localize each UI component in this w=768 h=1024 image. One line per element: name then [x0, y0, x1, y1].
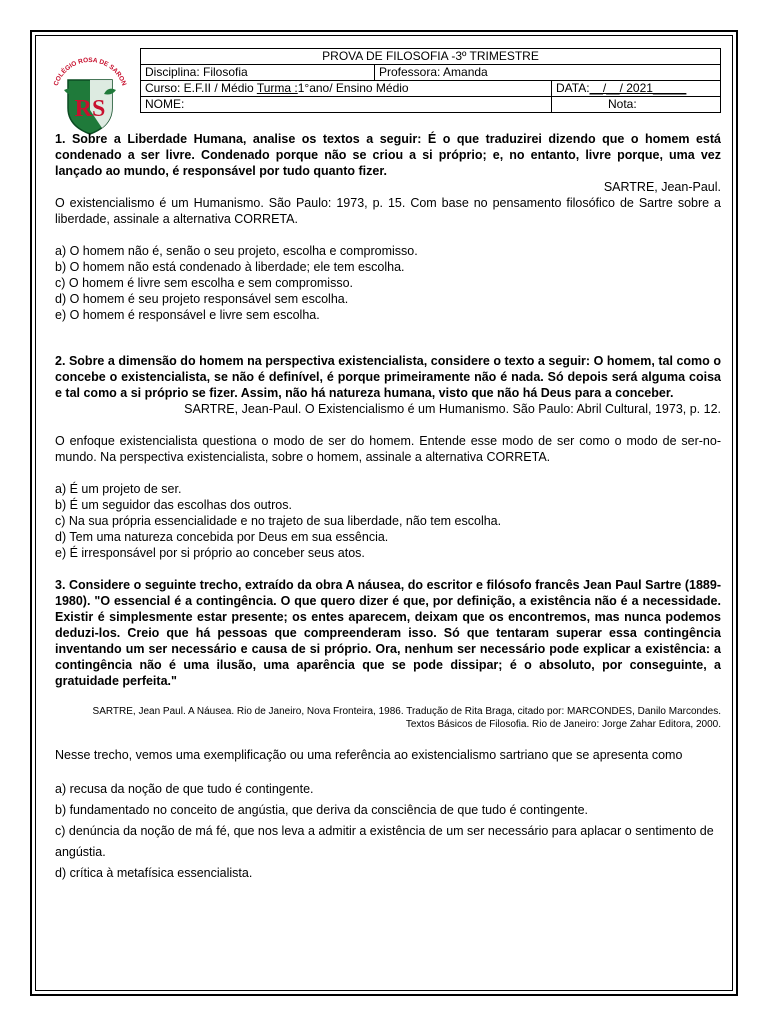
- q1-option-d[interactable]: d) O homem é seu projeto responsável sem escolha.: [55, 292, 349, 306]
- question-3-citation-line-1: SARTRE, Jean Paul. A Náusea. Rio de Janeiro, Nova Fronteira, 1986. Tradução de Rita Braga, citado por: MARCONDES, Danilo Marcondes.: [92, 706, 721, 717]
- q2-option-e[interactable]: e) É irresponsável por si próprio ao conceber seus atos.: [55, 546, 365, 560]
- question-2-citation: SARTRE, Jean-Paul. O Existencialismo é um Humanismo. São Paulo: Abril Cultural, 1973, p. 12.: [184, 402, 721, 416]
- name-field[interactable]: NOME:: [141, 97, 552, 113]
- q3-option-a[interactable]: a) recusa da noção de que tudo é contingente.: [55, 782, 314, 796]
- exam-content: [55, 131, 721, 884]
- logo-letters: RS: [74, 96, 106, 122]
- teacher-cell: Professora: Amanda: [375, 65, 721, 81]
- course-label: Curso: E.F.II / Médio: [145, 81, 257, 95]
- grade-field[interactable]: Nota:: [552, 97, 721, 113]
- q3-option-b[interactable]: b) fundamentado no conceito de angústia, que deriva da consciência de que tudo é contingente.: [55, 803, 589, 817]
- question-1-statement: 1. Sobre a Liberdade Humana, analise os textos a seguir: É o que traduzirei dizendo que o homem está condenado a ser livre. Condenado porque não se criou a si próprio; e, no entanto, livre porque, uma vez lançado ao mundo, é responsável por tudo quanto fizer.: [55, 132, 721, 178]
- school-logo: [46, 50, 134, 138]
- q3-option-c[interactable]: c) denúncia da noção de má fé, que nos leva a admitir a existência de um ser necessário para aplacar o sentimento de angústia.: [55, 824, 714, 859]
- question-3-statement: 3. Considere o seguinte trecho, extraído da obra A náusea, do escritor e filósofo francês Jean Paul Sartre (1889-1980). "O essencial é a contingência. O que quero dizer é que, por definição, a existência não é a necessidade. Existir é simplesmente estar presente; os entes aparecem, deixam que os encontremos, mas nunca podemos deduzi-los. Creio que há pessoas que compreenderam isso. Só que tentaram superar essa contingência inventando um ser necessário e causa de si próprio. Ora, nenhum ser necessário pode explicar a existência: a contingência não é uma ilusão, uma aparência que se pode dissipar; é o absoluto, por conseguinte, a gratuidade perfeita.": [55, 578, 721, 688]
- question-1-author: SARTRE, Jean-Paul.: [603, 180, 721, 194]
- exam-header-table: [140, 48, 721, 113]
- q1-option-c[interactable]: c) O homem é livre sem escolha e sem compromisso.: [55, 276, 354, 290]
- date-label: DATA:: [556, 81, 590, 95]
- q1-option-a[interactable]: a) O homem não é, senão o seu projeto, escolha e compromisso.: [55, 244, 418, 258]
- question-2-text: O enfoque existencialista questiona o modo de ser do homem. Entende esse modo de ser como o modo de ser-no-mundo. Na perspectiva existencialista, sobre o homem, assinale a alternativa CORRETA.: [55, 434, 721, 464]
- q1-option-e[interactable]: e) O homem é responsável e livre sem escolha.: [55, 308, 320, 322]
- discipline-cell: Disciplina: Filosofia: [141, 65, 375, 81]
- q3-option-d[interactable]: d) crítica à metafísica essencialista.: [55, 866, 253, 880]
- exam-title: PROVA DE FILOSOFIA -3º TRIMESTRE: [141, 49, 721, 65]
- logo-school-name: COLÉGIO ROSA DE SARON: [52, 56, 128, 87]
- question-3-text: Nesse trecho, vemos uma exemplificação ou uma referência ao existencialismo sartriano que se apresenta como: [55, 748, 683, 762]
- q1-option-b[interactable]: b) O homem não está condenado à liberdade; ele tem escolha.: [55, 260, 405, 274]
- q2-option-c[interactable]: c) Na sua própria essencialidade e no trajeto de sua liberdade, não tem escolha.: [55, 514, 502, 528]
- q2-option-d[interactable]: d) Tem uma natureza concebida por Deus em sua essência.: [55, 530, 389, 544]
- q3-options: [55, 779, 721, 884]
- question-1-text: O existencialismo é um Humanismo. São Paulo: 1973, p. 15. Com base no pensamento filosófico de Sartre sobre a liberdade, assinale a alternativa CORRETA.: [55, 196, 721, 226]
- class-label: Turma :: [256, 81, 298, 95]
- course-cell: [141, 81, 552, 97]
- q2-option-b[interactable]: b) É um seguidor das escolhas dos outros.: [55, 498, 292, 512]
- q2-option-a[interactable]: a) É um projeto de ser.: [55, 482, 182, 496]
- question-3-citation-line-2: Textos Básicos de Filosofia. Rio de Janeiro: Jorge Zahar Editora, 2000.: [405, 719, 721, 730]
- question-2-statement: 2. Sobre a dimensão do homem na perspectiva existencialista, considere o texto a seguir: O homem, tal como o concebe o existencialista, se não é definível, é porque primeiramente não é nada. Só depois será alguma coisa e tal como a si próprio se fizer. Assim, não há natureza humana, visto que não há Deus para a conceber.: [55, 354, 721, 400]
- class-value: 1°ano/ Ensino Médio: [297, 81, 409, 95]
- date-cell[interactable]: [552, 81, 721, 97]
- date-value: __/__/ 2021_____: [589, 81, 687, 95]
